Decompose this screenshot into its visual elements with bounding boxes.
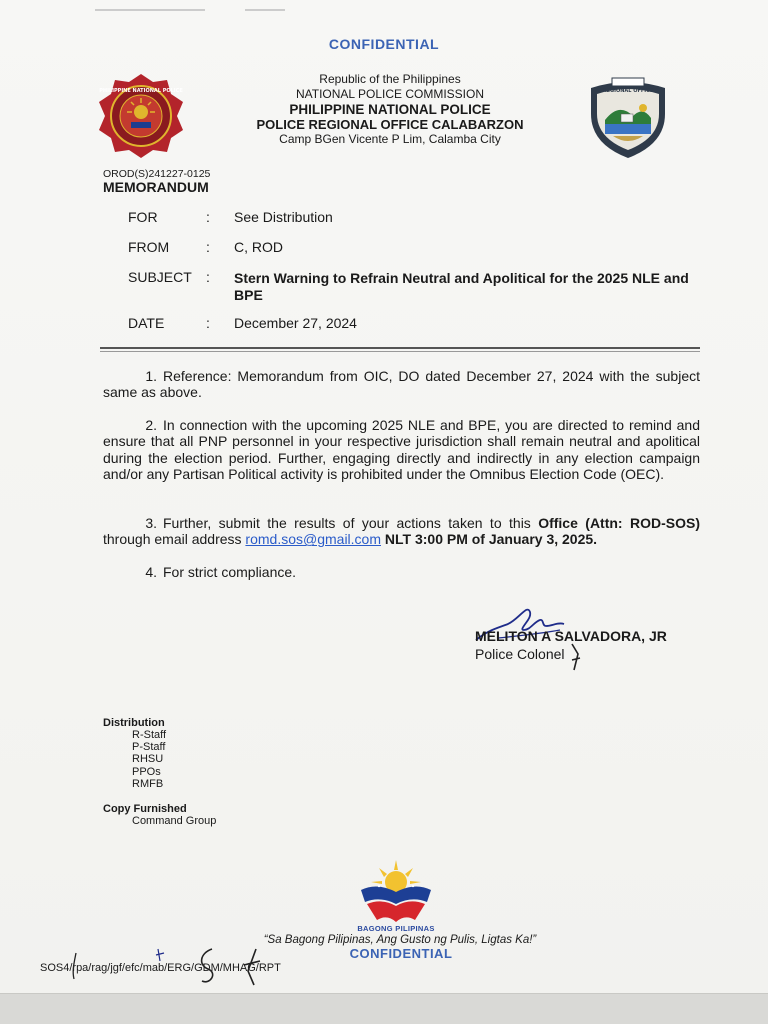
- field-value-date: December 27, 2024: [234, 315, 357, 331]
- paragraph-2: [103, 417, 700, 483]
- paragraph-1: [103, 368, 700, 401]
- header-pnp: PHILIPPINE NATIONAL POLICE: [289, 102, 491, 117]
- field-value-subject: Stern Warning to Refrain Neutral and Apolitical for the 2025 NLE and BPE: [234, 270, 689, 303]
- paragraph-text: through email address: [103, 531, 246, 548]
- regional-office-seal-icon: [585, 74, 671, 160]
- field-colon: :: [206, 315, 210, 331]
- distribution-title: Distribution: [103, 717, 165, 729]
- paragraph-3: [103, 515, 700, 548]
- reference-number: OROD(S)241227-0125: [103, 168, 211, 180]
- paragraph-number: 3.: [145, 515, 157, 531]
- paragraph-number: 4.: [145, 564, 157, 580]
- paragraph-number: 1.: [145, 368, 157, 384]
- paragraph-number: 2.: [145, 417, 157, 433]
- confidential-top: CONFIDENTIAL: [328, 36, 440, 52]
- memo-title: MEMORANDUM: [103, 179, 209, 195]
- field-colon: :: [206, 209, 210, 225]
- bagong-pilipinas-text: BAGONG PILIPINAS: [357, 924, 435, 933]
- field-colon: :: [206, 239, 210, 255]
- office-attention: Office (Attn: ROD-SOS): [538, 515, 700, 531]
- field-value-from: C, ROD: [234, 239, 283, 255]
- paragraph-text: Reference: Memorandum from OIC, DO dated December 27, 2024 with the subject same as above.: [103, 368, 700, 401]
- confidential-bottom: CONFIDENTIAL: [349, 946, 453, 961]
- paragraph-4: [103, 564, 700, 580]
- paragraph-text: Further, submit the results of your actions taken to this: [163, 515, 539, 531]
- signatory-rank: Police Colonel: [475, 646, 565, 662]
- email-link[interactable]: romd.sos@gmail.com: [245, 531, 381, 548]
- seal-left-lettering: PHILIPPINE NATIONAL POLICE: [99, 88, 183, 94]
- distribution-item: PPOs: [132, 766, 161, 778]
- field-label-for: FOR: [128, 209, 158, 225]
- header-republic: Republic of the Philippines: [319, 72, 461, 86]
- field-colon: :: [206, 269, 210, 285]
- distribution-item: P-Staff: [132, 741, 166, 753]
- field-label-date: DATE: [128, 315, 165, 331]
- bagong-pilipinas-logo-icon: [357, 856, 435, 926]
- header-divider: [100, 347, 700, 349]
- paragraph-text: For strict compliance.: [163, 564, 297, 580]
- distribution-item: RMFB: [132, 778, 164, 790]
- header-regional-office: POLICE REGIONAL OFFICE CALABARZON: [256, 117, 524, 132]
- routing-code: SOS4/rpa/rag/jgf/efc/mab/ERG/GDM/MHAG/RPT: [40, 962, 281, 974]
- top-scan-marks: [95, 0, 285, 4]
- deadline: NLT 3:00 PM of January 3, 2025.: [384, 531, 598, 548]
- header-napolcom: NATIONAL POLICE COMMISSION: [295, 87, 485, 101]
- scan-bottom-strip: [0, 993, 768, 1024]
- copy-furnished-item: Command Group: [132, 815, 217, 827]
- copy-furnished-title: Copy Furnished: [103, 803, 187, 815]
- field-label-subject: SUBJECT: [128, 269, 192, 285]
- paragraph-text: In connection with the upcoming 2025 NLE and BPE, you are directed to remind and ensure that all PNP personnel in your respective jurisdiction shall remain neutral and apolitical during the election period. Further, engaging directly and indirectly in any election campaign and/or any Partisan Political activity is prohibited under the Omnibus Election Code (OEC).: [103, 417, 700, 483]
- header-divider-thin: [100, 351, 700, 352]
- field-label-from: FROM: [128, 239, 170, 255]
- handwritten-initials-icon: [60, 945, 290, 990]
- header-address: Camp BGen Vicente P Lim, Calamba City: [279, 132, 501, 146]
- pnp-seal-icon: [97, 72, 185, 160]
- field-value-for: See Distribution: [234, 209, 333, 225]
- letterhead: [190, 72, 590, 147]
- distribution-item: RHSU: [132, 753, 164, 765]
- slogan: “Sa Bagong Pilipinas, Ang Gusto ng Pulis, Ligtas Ka!”: [263, 934, 537, 946]
- distribution-item: R-Staff: [132, 729, 167, 741]
- signatory-name: MELITON A SALVADORA, JR: [475, 628, 667, 644]
- seal-right-lettering: REGIONAL OFFICE: [602, 88, 654, 94]
